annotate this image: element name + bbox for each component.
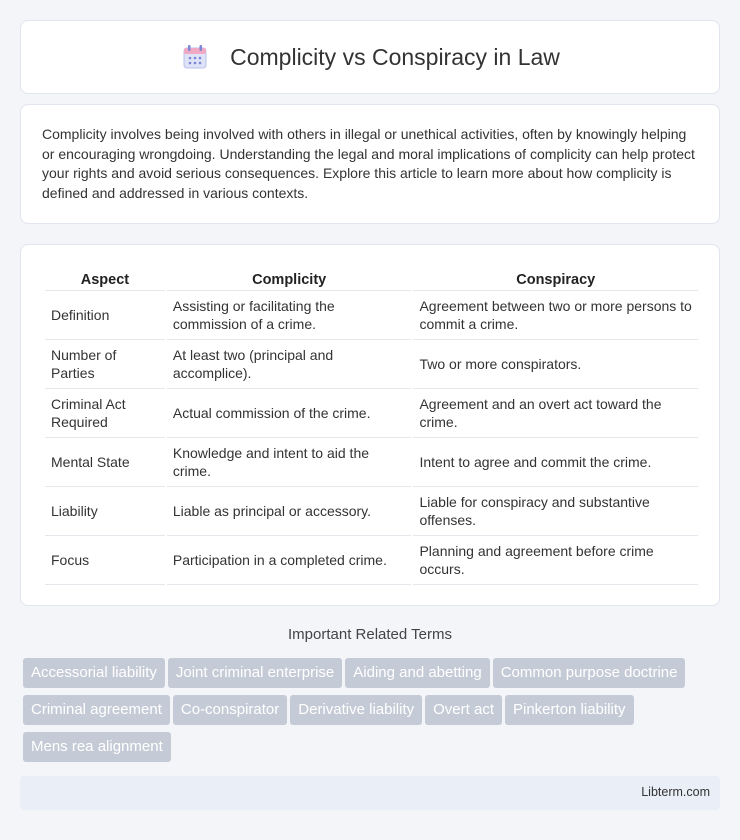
table-row [44,486,698,535]
table-row [44,388,698,437]
footer [20,776,720,810]
cell-aspect: Definition [44,290,166,339]
cell-conspiracy: Intent to agree and commit the crime. [412,437,698,486]
header-conspiracy: Conspiracy [412,265,698,290]
cell-complicity: Participation in a completed crime. [166,535,413,584]
cell-complicity: At least two (principal and accomplice). [166,339,413,388]
table-row [44,290,698,339]
table-row [44,339,698,388]
intro-text: Complicity involves being involved with others in illegal or unethical activities, often by knowingly helping or encouraging wrongdoing. Understanding the legal and moral implications of complicity can help protect your rights and avoid serious consequences. Explore this article to learn more about how complicity is defined and addressed in various contexts. [42,126,695,201]
cell-conspiracy: Two or more conspirators. [412,339,698,388]
related-term-tag[interactable]: Common purpose doctrine [493,658,686,688]
cell-conspiracy: Planning and agreement before crime occurs. [412,535,698,584]
cell-complicity: Knowledge and intent to aid the crime. [166,437,413,486]
comparison-table [43,265,698,585]
related-term-tag[interactable]: Co-conspirator [173,695,287,725]
cell-complicity: Assisting or facilitating the commission of a crime. [166,290,413,339]
related-term-tag[interactable]: Criminal agreement [23,695,170,725]
related-term-tag[interactable]: Aiding and abetting [345,658,489,688]
page-title: Complicity vs Conspiracy in Law [230,43,560,70]
cell-aspect: Liability [44,486,166,535]
cell-aspect: Focus [44,535,166,584]
cell-conspiracy: Agreement between two or more persons to commit a crime. [412,290,698,339]
table-row [44,535,698,584]
related-term-tag[interactable]: Derivative liability [290,695,422,725]
related-term-tag[interactable]: Pinkerton liability [505,695,634,725]
cell-aspect: Mental State [44,437,166,486]
cell-complicity: Liable as principal or accessory. [166,486,413,535]
comparison-section [20,244,720,606]
table-header-row [44,265,698,290]
cell-complicity: Actual commission of the crime. [166,388,413,437]
cell-conspiracy: Liable for conspiracy and substantive offenses. [412,486,698,535]
calendar-icon [180,42,210,72]
cell-aspect: Number of Parties [44,339,166,388]
table-row [44,437,698,486]
header-complicity: Complicity [166,265,413,290]
page-header [20,20,720,94]
intro-section [20,104,720,224]
related-term-tag[interactable]: Joint criminal enterprise [168,658,342,688]
cell-aspect: Criminal Act Required [44,388,166,437]
related-term-tag[interactable]: Overt act [425,695,502,725]
related-terms-list [23,658,723,769]
related-term-tag[interactable]: Mens rea alignment [23,732,171,762]
footer-site[interactable]: Libterm.com [641,785,710,799]
related-term-tag[interactable]: Accessorial liability [23,658,165,688]
cell-conspiracy: Agreement and an overt act toward the crime. [412,388,698,437]
related-terms-title: Important Related Terms [288,626,452,643]
header-aspect: Aspect [44,265,166,290]
